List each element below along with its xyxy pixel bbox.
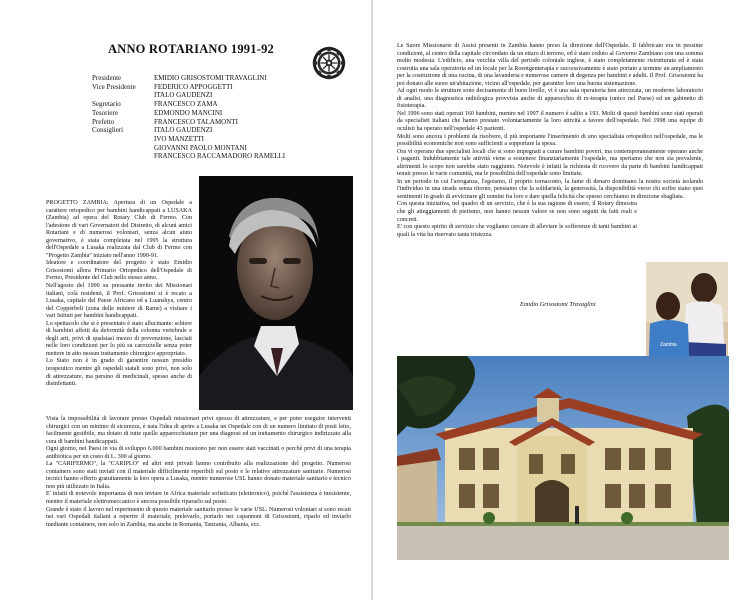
officer-name: FEDERICO APPOGGETTI [154, 82, 233, 91]
paragraph: La "CARIFERMO", la "CARIPLO" ed altri enti privati hanno contribuito alla realizzazione del progetto. Numerosi containers sono stati inviati con il materiale difficilmente reperibili sul posto e le relative attrezzature sanitarie. Numerosi tecnici hanno offerto gratuitamente la loro opera a Lusaka, mentre numerose USL hanno donato materiale sanitario e tecnico non più utilizzato in Italia. [46, 461, 351, 490]
officer-role: Consiglieri [92, 126, 124, 135]
paragraph: Molti sono ancora i problemi da risolvere, il più importante l'inserimento di uno specialista ortopedico nell'ospedale, ma le possibilità economiche non sono sufficienti a sopportare la spesa. [397, 133, 703, 148]
officer-name: EDMONDO MANCINI [154, 108, 223, 117]
paragraph: Lo spettacolo che si è presentato è stato allucinante: schiere di bambini affetti da deformità della colonna vertebrale e degli arti, privi di qualsiasi mezzo di prevenzione, lasciati nelle loro condizioni per lo più su carrozzelle senza poter mettere in atto nessun trattamento chirurgico appropriato. [46, 320, 192, 357]
officer-name: ITALO GAUDENZI [154, 126, 213, 135]
shirt-text: Zambia [660, 342, 677, 348]
left-page [0, 0, 372, 600]
paragraph: Nel 1996 sono stati operati 160 bambini, mentre nel 1997 il numero è salito a 193. Molti di questi bambini sono stati operati da specialisti italiani che hanno prestato volontariamente la loro attività a favore dell'ospedale. Nel 1998 una equipe di oculisti ha operato nell'ospedale 43 pazienti. [397, 110, 703, 133]
officer-role: Segretario [92, 100, 121, 109]
paragraph: Nell'agosto del 1990 su pressante invito dei Missionari italiani, colà residenti, il Prof. Grisostomi si è recato a Lusaka, capitale del Paese Africano ed a Luanshya, centro del Copperbelt (zona delle miniere di Rame) a visitare i vari Istituti per bambini handicappati. [46, 283, 192, 320]
paragraph: Con questa iniziativa, nel quadro di un servizio, che è la sua ragione di essere, il Rotary dimostra che gli atteggiamenti di pietismo, non hanno nessun valore se non sono seguiti da fatti reali e concreti. [397, 201, 637, 223]
portrait-photo [199, 176, 353, 410]
officer-row [92, 109, 285, 118]
hospital-building-image [397, 356, 729, 560]
rotary-wheel-icon [312, 46, 346, 80]
page-title: ANNO ROTARIANO 1991-92 [108, 42, 274, 56]
officer-name: FRANCESCO RACCAMADORO RAMELLI [154, 152, 286, 161]
man-portrait-image [199, 176, 353, 410]
paragraph: Lo Stato non è in grado di garantire nessun presidio terapeutico mentre gli ospedali statali sono privi, non solo di attrezzature, ma persino di medicinali, spesso anche di disinfettanti. [46, 358, 192, 388]
paragraph: Ad ogni modo le strutture sono decisamente di buon livello, vi è una sala operatoria ben attrezzata, un moderno laboratorio di analisi, una diagnostica radiologica provvista anche di apparecchio di rx-terapia (unico nel Paese) ed un gabinetto di fisioterapia. [397, 88, 703, 110]
officer-role: Presidente [92, 74, 122, 82]
paragraph: E' con questo spirito di servizio che vogliamo cercare di alleviare le sofferenze di tanti bambini ai quali la vita ha riservato tanta tristezza. [397, 224, 637, 238]
right-page-text [397, 43, 703, 239]
officer-row [92, 126, 285, 161]
paragraph: Ora vi operano due specialisti locali che si sono impegnati a curare bambini poveri, ma contemporaneamente operano anche i paganti. Indubbiamente tale attività viene a sostenere finanziariamente l'ospedale, ma speriamo che non sia prevalente, altrimenti lo scopo non sarebbe stato raggiunto. Notevole è infatti la richiesta di ricovero da parte di bambini handicappati tenuti presso le varie comunità, ma le possibilità dell'ospedale sono limitate. [397, 148, 703, 178]
officer-row [92, 83, 285, 100]
officer-name: IVO MANZETTI [154, 134, 204, 143]
officers-list [92, 74, 285, 161]
officer-name: FRANCESCO ZAMA [154, 100, 218, 109]
paragraph: Le Suore Missionarie di Assisi presenti in Zambia hanno preso la direzione dell'Ospedale. Il fabbricato era in pessime condizioni, al centro della capitale circondato da un ettaro di terreno, ed è stato ceduto al Governo Zambiano con una somma molto modesta. L'edificio, una vecchia villa del periodo coloniale inglese, è stato completamente ristrutturata ed è stata costruita una sala operatoria ed un locale per la Roentgenterapia e successivamente è stato portato a termine un ampliamento per la costruzione di una cucina, di una lavanderia e numerose camere di degenza per bambini e adulti. Il Prof. Grisostomi ha poi donato alle suore un'abitazione, vicino all'ospedale, per garantire loro una buona sistemazione. [397, 43, 703, 87]
paragraph: PROGETTO ZAMBIA: Apertura di un Ospedale a carattere ortopedico per bambini handicappati a LUSAKA (Zambia) ad opera del Rotary Club di Fermo. Con l'adesione di vari Governatori del Distretto, di alcuni amici Rotariani e di numerosi volontari, senza alcun aiuto governativo, è stata completata nel 1995 la struttura dell'Ospedale a Lusaka realizzata dal Club di Fermo con "Progetto Zambia" iniziato nell'anno 1990-91. [46, 200, 192, 259]
officer-row [92, 118, 285, 127]
officer-name: EMIDIO GRISOSTOMI TRAVAGLINI [154, 74, 267, 82]
officer-role: Tesoriere [92, 108, 118, 117]
paragraph: E' infatti di notevole importanza di non inviare in Africa materiale sofisticato (elettronico), poiché l'assistenza è inesistente, mentre il materiale elettromeccanico è ancora possibile ripararlo sul posto. [46, 491, 351, 506]
hospital-building-photo [397, 356, 729, 560]
left-full-width-text [46, 416, 351, 529]
officer-row [92, 100, 285, 109]
paragraph: Ideatore e coordinatore del progetto è stato Emidio Grisostomi allora Primario Ortopedico dell'Ospedale di Fermo, Presidente del Club nello stesso anno. [46, 260, 192, 282]
officer-name: GIOVANNI PAOLO MONTANI [154, 143, 247, 152]
paragraph: Grande è stato il lavoro nel reperimento di questo materiale sanitario presso le varie USL. Numerosi volontari si sono recati nei vari Ospedali italiani a reperire il materiale, prelevarlo, portarlo nei capannoni di Grisostomi, riparlo ed inviarlo mediante containers, non solo in Zambia, ma anche in Romania, Tanzania, Albania, ecc. [46, 506, 351, 528]
paragraph: In un periodo in cui l'arroganza, l'egoismo, il proprio tornaconto, la fame di denaro dominano la nostra società isolando l'individuo in una strada senza ritorno, pensiamo che la solidarietà, la generosità, la disponibilità verso chi soffre siano quei sentimenti in grado di avvicinare gli uomini fra loro e dare quella felicità che spesso cerchiamo in direzione sbagliata. [397, 178, 703, 200]
officer-role: Vice Presidente [92, 82, 136, 91]
paragraph: Ogni giorno, nei Paesi in via di sviluppo 6.000 bambini muoiono per non essere stati vaccinati o perché privi di una terapia antibiotica per un costo di L. 300 al giorno. [46, 446, 351, 460]
officer-row [92, 74, 285, 83]
officer-role: Prefetto [92, 117, 115, 126]
left-column-text [46, 200, 192, 389]
author-signature: Emidio Grisostomi Travaglini [520, 301, 596, 308]
paragraph: Vista la impossibilità di lavorare presso Ospedali missionari privi spesso di attrezzature, e per poter eseguire interventi chirurgici con un minimo di sicurezza, è nata l'idea di aprire a Lusaka un Ospedale con di un numero limitato di posti letto, facilmente gestibile, ma dotato di tutte quelle apparecchiature per una diagnosi ed un trattamento chirurgico indirizzato alla cura di bambini handicappati. [46, 416, 351, 445]
officer-name: FRANCESCO TALAMONTI [154, 117, 238, 126]
officer-name: ITALO GAUDENZI [154, 91, 213, 100]
